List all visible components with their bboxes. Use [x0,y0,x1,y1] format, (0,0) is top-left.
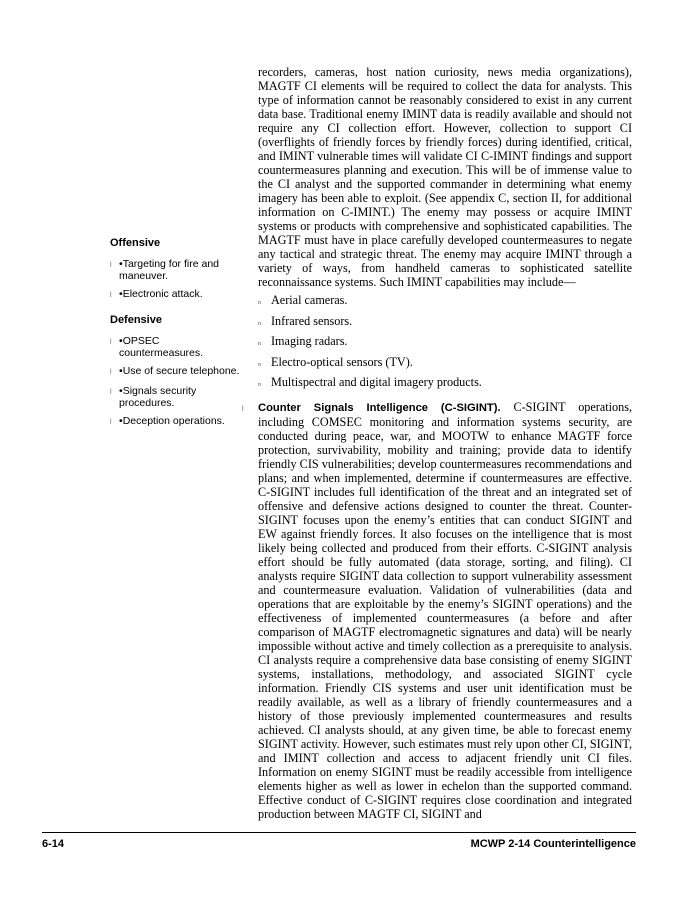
main-text-column [242,65,633,822]
list-item-text: Imaging radars. [271,334,348,349]
bullet-marker-icon: n [258,320,261,327]
list-item [258,375,632,392]
bullet-marker-icon: l [110,339,112,346]
section-title: Counter Signals Intelligence (C-SIGINT). [258,402,501,415]
bullet-marker-icon: l [110,389,112,396]
sidebar-heading-offensive: Offensive [110,237,161,249]
list-item [258,314,632,331]
sidebar-item [110,365,240,379]
bullet-marker-icon: n [258,382,261,389]
sidebar-item-label: •OPSEC countermeasures. [119,335,204,359]
sidebar-item [110,258,240,282]
bullet-marker-icon: l [110,419,112,426]
list-item-text: Infrared sensors. [271,313,353,328]
list-item [258,334,632,351]
section-marker-icon: l [242,406,244,414]
sidebar-item-label: •Electronic attack. [119,288,203,300]
sidebar-item-label: •Deception operations. [119,415,225,427]
sidebar-item [110,335,240,359]
sidebar-heading-defensive: Defensive [110,314,162,326]
list-item-text: Aerial cameras. [271,293,348,307]
bullet-marker-icon: l [110,292,112,299]
sidebar-item [110,288,240,302]
bullet-marker-icon: n [258,341,261,348]
list-item [258,355,632,372]
bullet-marker-icon: l [110,262,112,269]
sidebar-item-label: •Use of secure telephone. [119,365,240,377]
publication-title: MCWP 2-14 Counterintelligence [470,838,636,850]
bullet-marker-icon: n [258,300,261,306]
bullet-marker-icon: l [110,369,112,376]
list-item-text: Multispectral and digital imagery products. [271,375,482,390]
bullet-marker-icon: n [258,361,261,368]
list-item-text: Electro-optical sensors (TV). [271,354,413,369]
list-item [258,293,632,310]
sidebar-item-label: •Signals security procedures. [119,385,197,409]
intro-paragraph: recorders, cameras, host nation curiosity, news media organizations), MAGTF CI elements will be required to collect the data for analysts. This type of information cannot be reasonably considered to exist in any current data base. Traditional enemy IMINT data is readily available and should not require any CI collection effort. However, collection to support CI (overflights of friendly forces by friendly forces) during identified, critical, and IMINT vulnerable times will validate CI C-IMINT findings and support countermeasures planning and execution. This will be of immense value to the CI analyst and the supported commander in determining what enemy imagery has been able to exploit. (See appendix C, section II, for additional information on C-IMINT.) The enemy may possess or acquire IMINT systems or products with comprehensive and sophisticated capabilities. The MAGTF must have in place carefully developed countermeasures to negate any tactical and strategic threat. The enemy may acquire IMINT through a variety of ways, from handheld cameras to sophisticated satellite reconnaissance systems. Such IMINT capabilities may include— [258,65,632,289]
sidebar-item [110,385,240,409]
section-body: C-SIGINT operations, including COMSEC monitoring and information systems security, are conducted during peace, war, and MOOTW to enhance MAGTF force protection, survivability, mobility and training; provide data to identify friendly CIS vulnerabilities; develop countermeasures recommendations and plans; and when implemented, determine if countermeasures are effective. C-SIGINT includes full identification of the threat and an integrated set of offensive and defensive actions designed to counter the threat. Counter-SIGINT focuses upon the enemy’s entities that can conduct SIGINT and EW against friendly forces. It also focuses on the intelligence that is most likely being collected and produced from their efforts. C-SIGINT analysis effort should be fully automated (data storage, sorting, and filing). CI analysts require SIGINT data collection to support vulnerability assessment and countermeasure evaluation. Validation of vulnerabilities (data and operations that are exploitable by the enemy’s SIGINT operations) and the effectiveness of implemented countermeasures (a before and after comparison of MAGTF electromagnetic signatures and data) will be nearly impossible without active and timely collection as a prerequisite to analysis. CI analysts require a comprehensive data base consisting of enemy SIGINT systems, installations, methodology, and associated SIGINT cycle information. Friendly CIS systems and user unit identification must be readily available, as well as a library of friendly countermeasures and a history of those previously implemented countermeasures and results achieved. CI analysts should, at any given time, be able to forecast enemy SIGINT activity. However, such estimates must rely upon other CI, SIGINT, and IMINT collection and access to adjacent friendly unit CI files. Information on enemy SIGINT must be readily accessible from intelligence elements higher as well as lower in echelon than the supported command. Effective conduct of C-SIGINT requires close coordination and integrated production between MAGTF CI, SIGINT and [258,400,633,822]
sidebar-item-label: •Targeting for fire and maneuver. [119,258,219,282]
margin-sidebar [110,237,240,435]
sidebar-item [110,415,240,429]
c-sigint-section [242,400,633,822]
footer-divider [42,832,636,833]
page-number: 6-14 [42,838,65,850]
imint-capabilities-list [258,293,632,392]
